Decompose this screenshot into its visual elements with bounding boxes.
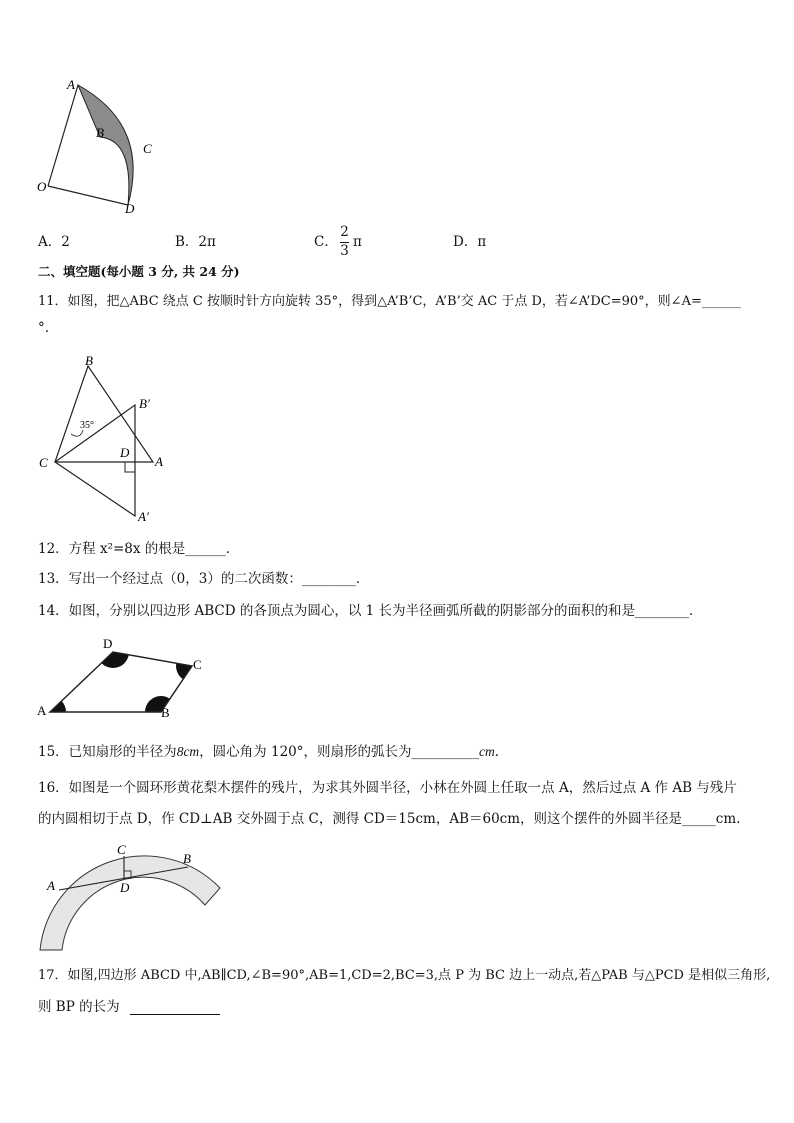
q11-line1: 11．如图，把△ABC 绕点 C 按顺时针方向旋转 35°，得到△A’B’C，A’B’交 AC 于点 D，若∠A’DC=90°，则∠A=______: [38, 294, 741, 309]
section-heading: 二、填空题(每小题 3 分, 共 24 分): [38, 264, 240, 279]
shaded-region: [78, 85, 133, 205]
figure-q16: [35, 840, 230, 955]
q16-line2: 的内圆相切于点 D，作 CD⊥AB 交外圆于点 C，测得 CD＝15cm，AB＝60cm，则这个摆件的外圆半径是_____cm.: [38, 811, 741, 827]
segment-oa: [48, 85, 78, 186]
label-o: O: [37, 179, 47, 194]
q15-end: .: [494, 744, 500, 760]
label-b: B: [96, 125, 104, 140]
segment-od: [48, 186, 128, 205]
right-angle-mark: [125, 462, 135, 472]
figure-q10: [30, 75, 165, 220]
q14-text: 14．如图，分别以四边形 ABCD 的各顶点为圆心，以 1 长为半径画弧所截的阴影部分的面积的和是________．: [38, 603, 703, 619]
option-a: A．2: [38, 234, 70, 250]
label-c: C: [143, 141, 152, 156]
option-b: B．2π: [175, 234, 216, 250]
q12: 12．方程 x²=8x 的根是______．: [38, 541, 240, 557]
label-d: D: [120, 445, 130, 460]
label-a: A: [155, 454, 163, 469]
option-c-fraction: [340, 226, 349, 258]
figure-q11: [35, 350, 170, 525]
label-d: D: [125, 201, 135, 216]
label-b: B: [161, 705, 170, 720]
label-a: A: [47, 878, 55, 893]
label-b: B: [183, 851, 191, 866]
q15-radius: 8: [176, 744, 184, 759]
option-d: D．π: [453, 234, 487, 250]
q17-line1: 17．如图,四边形 ABCD 中,AB∥CD,∠B=90°,AB=1,CD=2,BC=3,点 P 为 BC 边上一动点,若△PAB 与△PCD 是相似三角形,: [38, 968, 771, 983]
fraction-denominator: 3: [340, 242, 349, 259]
label-d: D: [103, 636, 113, 651]
label-d: D: [120, 880, 130, 895]
label-b: B: [85, 353, 93, 368]
figure-q14: [35, 635, 215, 720]
q15: [38, 745, 499, 760]
label-a: A: [67, 77, 75, 92]
ring-fragment: [40, 856, 220, 950]
q17-answer-blank[interactable]: [130, 1014, 220, 1015]
q17-line2: 则 BP 的长为: [38, 999, 120, 1015]
label-angle: 35°: [80, 420, 94, 431]
option-c-suffix: π: [353, 234, 362, 250]
label-a-prime: A′: [138, 509, 149, 524]
option-c-prefix: C．: [314, 234, 338, 250]
label-a: A: [37, 703, 47, 718]
q15-unit2: cm: [479, 744, 495, 759]
q11-line2: °.: [38, 320, 50, 336]
q13: 13．写出一个经过点（0，3）的二次函数：________．: [38, 571, 370, 587]
label-c: C: [117, 842, 126, 857]
label-c: C: [39, 455, 48, 470]
q15-pre: 15．已知扇形的半径为: [38, 744, 177, 760]
fraction-numerator: 2: [340, 224, 349, 240]
q16-line1: 16．如图是一个圆环形黄花梨木摆件的残片，为求其外圆半径，小林在外圆上任取一点 A，然后过点 A 作 AB 与残片: [38, 780, 737, 796]
triangle-abc: [55, 366, 153, 462]
q15-unit1: cm: [183, 744, 200, 759]
q15-mid: ，圆心角为 120°，则扇形的弧长为__________: [199, 744, 479, 760]
label-b-prime: B′: [139, 396, 150, 411]
label-c: C: [193, 657, 202, 672]
triangle-ab-c: [55, 405, 135, 516]
